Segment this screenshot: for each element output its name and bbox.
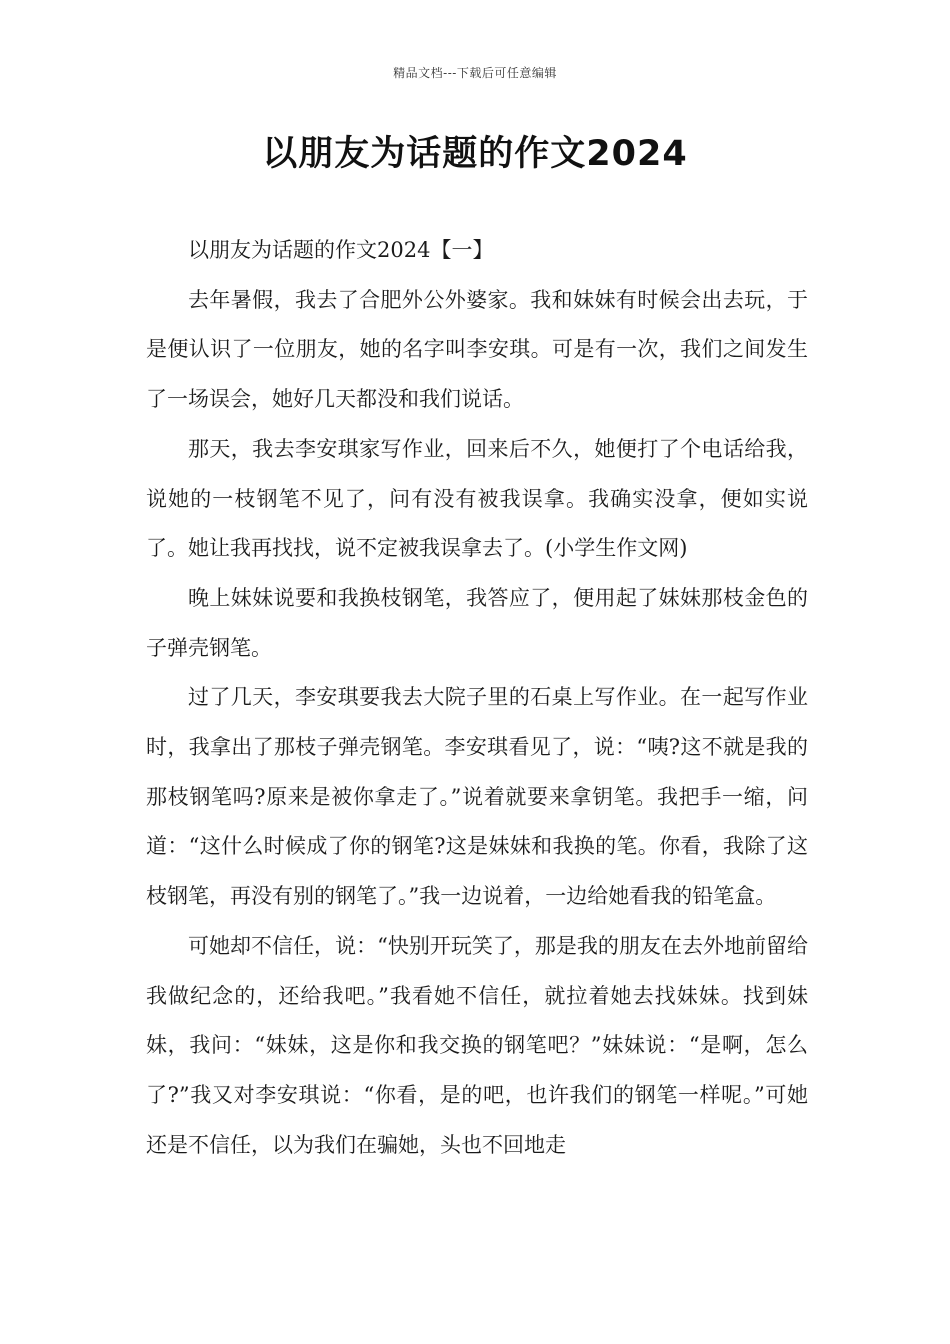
paragraph-1: 去年暑假，我去了合肥外公外婆家。我和妹妹有时候会出去玩，于是便认识了一位朋友，她的名字叫李安琪。可是有一次，我们之间发生了一场误会，她好几天都没和我们说话。 (146, 287, 808, 412)
paragraph-3: 晚上妹妹说要和我换枝钢笔，我答应了，便用起了妹妹那枝金色的子弹壳钢笔。 (146, 585, 808, 660)
section-heading: 以朋友为话题的作文2024【一】 (188, 238, 494, 262)
document-body (146, 226, 808, 1170)
paragraph-2: 那天，我去李安琪家写作业，回来后不久，她便打了个电话给我，说她的一枝钢笔不见了，问有没有被我误拿。我确实没拿，便如实说了。她让我再找找，说不定被我误拿去了。(小学生作文网) (146, 436, 808, 561)
paragraph-5: 可她却不信任，说：“快别开玩笑了，那是我的朋友在去外地前留给我做纪念的，还给我吧。”我看她不信任，就拉着她去找妹妹。找到妹妹，我问：“妹妹，这是你和我交换的钢笔吧？”妹妹说：“是啊，怎么了?”我又对李安琪说：“你看，是的吧，也许我们的钢笔一样呢。”可她还是不信任，以为我们在骗她，头也不回地走 (146, 933, 808, 1157)
document-title: 以朋友为话题的作文2024 (262, 134, 688, 174)
paragraph-4: 过了几天，李安琪要我去大院子里的石桌上写作业。在一起写作业时，我拿出了那枝子弹壳钢笔。李安琪看见了，说：“咦?这不就是我的那枝钢笔吗?原来是被你拿走了。”说着就要来拿钥笔。我把手一缩，问道：“这什么时候成了你的钢笔?这是妹妹和我换的笔。你看，我除了这枝钢笔，再没有别的钢笔了。”我一边说着，一边给她看我的铅笔盒。 (146, 685, 808, 909)
page-header: 精品文档---下载后可任意编辑 (393, 66, 557, 80)
